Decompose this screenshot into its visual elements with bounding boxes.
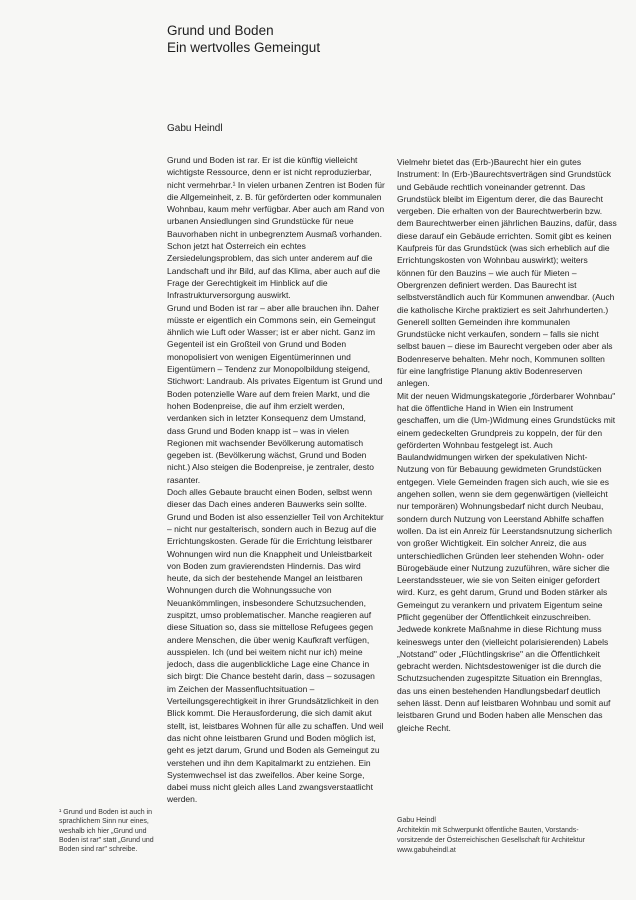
paragraph: Doch alles Gebaute braucht einen Boden, selbst wenn dieser das Dach eines anderen Bauwerks sein sollte. Grund und Boden ist also essenzieller Teil von Architektur – nicht nur gestalterisch, sondern auch in Bezug auf die Errichtungskosten. Gerade für die Errichtung leistbarer Wohnungen wird nun die Knappheit und Unleistbarkeit von Boden zum gravierendsten Hindernis. Das wird heute, da sich der bestehende Mangel an leistbaren Wohnungen durch die Wohnungssuche von Neuankömmlingen, insbesondere Schutzsuchenden, zuspitzt, umso problematischer. Manche reagieren auf diese Situation so, dass sie mittellose Refugees gegen andere Menschen, die über wenig Kaufkraft verfügen, ausspielen. Ich (und bei weitem nicht nur ich) meine jedoch, dass die augenblickliche Lage eine Chance in sich birgt: Die Chance besteht darin, dass – sozusagen im Zeichen der Massenfluchtsituation – Verteilungsgerechtigkeit in ihrer Grundsätzlichkeit in den Blick kommt. Die Herausforderung, die sich damit akut stellt, ist, leistbares Wohnen für alle zu schaffen. Und weil das nicht ohne leistbaren Grund und Boden möglich ist, geht es jetzt darum, Grund und Boden als Gemeingut zu verstehen und ihn dem Kapitalmarkt zu entziehen. Ein Systemwechsel ist das zweifellos. Aber keine Sorge, dabei muss nicht gleich alles Land zwangsverstaatlicht werden. — [167, 487, 384, 805]
left-column — [167, 154, 386, 806]
paragraph: Grund und Boden ist rar – aber alle brauchen ihn. Daher müsste er eigentlich ein Commons sein, ein Gemeingut ähnlich wie Luft oder Wasser; ist er aber nicht. Ganz im Gegenteil ist ein Großteil von Grund und Boden monopolisiert von wenigen Eigentümerinnen und Eigentümern – Tendenz zur Monopolbildung steigend, Stichwort: Landraub. Als privates Eigentum ist Grund und Boden potenzielle Ware auf dem freien Markt, und die hohen Bodenpreise, die auf ihm erzielt werden, verdanken sich in letzter Konsequenz dem Umstand, dass Grund und Boden knapp ist – was in vielen Regionen mit wachsender Bevölkerung automatisch gegeben ist. (Bevölkerung wächst, Grund und Boden nicht.) Also steigen die Bodenpreise, je zentraler, desto rasanter. — [167, 302, 383, 485]
paragraph: Grund und Boden ist rar. Er ist die künftig vielleicht wichtigste Ressource, denn er ist nicht reproduzierbar, nicht vermehrbar.¹ In vielen urbanen Zentren ist Boden für die Allgemeinheit, z. B. für geförderten oder kommunalen Wohnbau, kaum mehr verfügbar. Aber auch am Rand von urbanen Ansiedlungen sind Grundstücke für neue Bauvorhaben nicht in unbegrenztem Ausmaß vorhanden. Schon jetzt hat Österreich ein echtes Zersiedelungsproblem, das sich unter anderem auf die Landschaft und ihr Bild, auf das Klima, aber auch auf die Frage der Gerechtigkeit im Hinblick auf die Infrastrukturversorgung auswirkt. — [167, 155, 385, 301]
bio-website: www.gabuheindl.at — [397, 847, 456, 854]
title-block — [167, 22, 320, 56]
footnote: ¹ Grund und Boden ist auch in sprachlichem Sinn nur eines, weshalb ich hier „Grund und Boden ist rar" statt „Grund und Boden sind rar" schreibe. — [59, 809, 154, 854]
author-name: Gabu Heindl — [167, 123, 223, 134]
page-subtitle: Ein wertvolles Gemeingut — [167, 40, 321, 55]
bio-line: Architektin mit Schwerpunkt öffentliche Bauten, Vorstands- — [397, 827, 579, 834]
paragraph: Vielmehr bietet das (Erb-)Baurecht hier ein gutes Instrument: In (Erb-)Baurechtsverträgen sind Grundstück und Gebäude rechtlich voneinander getrennt. Das Grundstück bleibt im Eigentum derer, die das Baurecht vergeben. Die erhalten von der Baurechtwerberin bzw. dem Baurechtwerber einen jährlichen Bauzins, dafür, dass diese darauf ein Gebäude errichten. Somit gibt es keinen Kaufpreis für das Grundstück (was sich erheblich auf die Errichtungskosten von Wohnbau auswirkt); weiters können für den Bauzins – wie auch für Mieten – Obergrenzen definiert werden. Das Baurecht ist selbstverständlich auch für Kommunen anwendbar. (Auch die katholische Kirche praktiziert es seit Jahrhunderten.) Generell sollten Gemeinden ihre kommunalen Grundstücke nicht verkaufen, sondern – falls sie nicht selbst bauen – diese im Baurecht vergeben oder aber als Bodenreserve behalten. Mehr noch, Kommunen sollten für eine langfristige Planung aktiv Bodenreserven anlegen. — [397, 157, 617, 389]
bio-line: vorsitzende der Österreichischen Gesellschaft für Architektur — [397, 837, 585, 844]
right-column — [397, 156, 617, 734]
author-bio — [397, 816, 627, 856]
paragraph: Mit der neuen Widmungskategorie „förderbarer Wohnbau" hat die öffentliche Hand in Wien ein Instrument geschaffen, um die (Um-)Widmung eines Grundstücks mit einem gedeckelten Grundpreis zu koppeln, der für den geförderten Wohnbau festgelegt ist. Auch Baulandwidmungen wirken der spekulativen Nicht-Nutzung von für Bebauung gewidmeten Grundstücken entgegen. Viele Gemeinden fragen sich auch, wie sie es angehen sollen, wenn sie dem gegenwärtigen (vielleicht nur temporären) Wohnungsbedarf nicht durch Neubau, sondern durch Nutzung von Leerstand Abhilfe schaffen wollen. Da ist ein Anreiz für Leerstandsnutzung sicherlich von großer Wichtigkeit. Ein solcher Anreiz, die aus unterschiedlichen Gründen leer stehenden Wohn- oder Bürogebäude einer Nutzung zuzuführen, wäre sicher die Leerstandssteuer, wie sie von Seiten einiger gefordert wird. Kurz, es geht darum, Grund und Boden stärker als Gemeingut zu verankern und privatem Eigentum seine Pflicht gegenüber der Öffentlichkeit einzuschreiben. Jedwede konkrete Maßnahme in diese Richtung muss keineswegs unter den (vielleicht polarisierenden) Labels „Notstand" oder „Flüchtlingskrise" an die Öffentlichkeit gebracht werden. Nichtsdestoweniger ist die durch die Schutzsuchenden zugespitzte Situation ein Brennglas, das uns einen bestehenden Handlungsbedarf deutlich sehen lässt. Denn auf leistbaren Wohnbau und somit auf leistbaren Grund und Boden haben alle Menschen das gleiche Recht. — [397, 390, 616, 733]
page-title: Grund und Boden — [167, 23, 274, 38]
bio-name: Gabu Heindl — [397, 817, 436, 824]
